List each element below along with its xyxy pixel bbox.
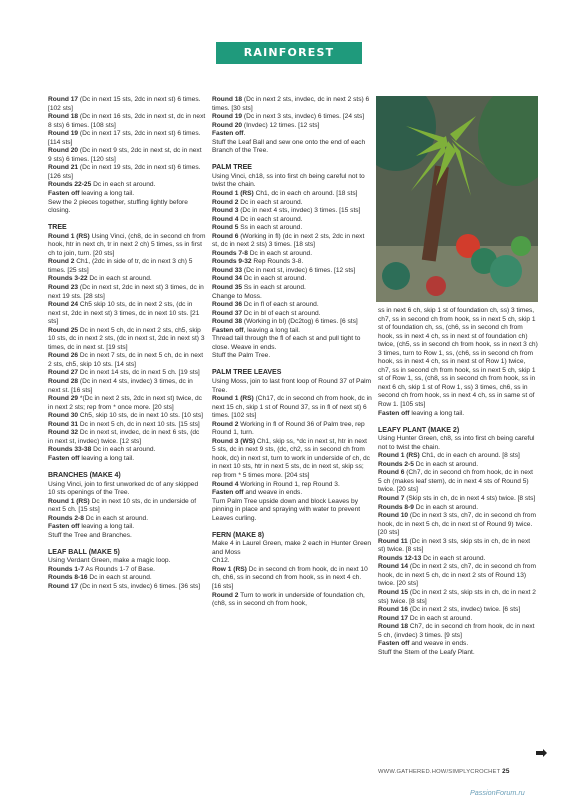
instruction-label: Rounds 12-13 (378, 554, 422, 562)
instruction-label: Round 17 (48, 96, 79, 103)
instruction-line (212, 139, 372, 156)
instruction-line (378, 555, 538, 564)
instruction-text: Using Hunter Green, ch8, ss into first ch being careful not to twist the chain. (378, 435, 535, 451)
instruction-line (212, 173, 372, 190)
instruction-label: Fasten off (378, 640, 410, 648)
instruction-text: and weave in ends. (243, 489, 303, 497)
instruction-text: Using Vinci, ch18, ss into first ch being careful not to twist the chain. (212, 172, 365, 189)
instruction-line (212, 207, 372, 216)
instruction-line (378, 606, 538, 615)
instruction-text: Working in Round 1, rep Round 3. (238, 480, 340, 488)
instruction-label: Round 3 (WS) (212, 437, 256, 445)
instruction-label: Fasten off (48, 523, 80, 531)
instruction-line (48, 369, 206, 378)
instruction-label: Round 1 (RS) (378, 452, 420, 460)
instruction-line (212, 199, 372, 208)
instruction-text: Dc in next 14 sts, dc in next 5 ch. [19 sts] (78, 369, 200, 377)
spacer (48, 216, 206, 225)
instruction-text: (Dc in next 5 sts, invdec) 6 times. [36 sts] (78, 583, 201, 591)
instruction-text: Using Verdant Green, make a magic loop. (48, 557, 171, 565)
instruction-line (212, 557, 372, 566)
instruction-line (378, 640, 538, 649)
instruction-text: Stuff the Palm Tree. (212, 352, 271, 360)
instruction-line (48, 147, 206, 164)
instruction-text: (Ch17, dc in second ch from hook, dc in next 15 ch, skip 1 st of Round 37, ss in fl of next st) 6 times. [102 sts] (212, 395, 372, 420)
instruction-text: Dc in next 5 ch, dc in next 2 sts, ch5, skip 10 sts, dc in next 2 sts, (dc in next st, 2dc in next st) 3 times, dc in next st. [19 sts] (48, 326, 205, 351)
instruction-text: Dc in each st around. (413, 460, 479, 468)
instruction-line (378, 435, 538, 452)
instruction-text: Make 4 in Laurel Green, make 2 each in Hunter Green and Moss (212, 540, 372, 556)
instruction-label: Round 11 (378, 537, 408, 545)
instruction-label: Fasten off (48, 190, 80, 198)
instruction-line (48, 164, 206, 181)
instruction-line (48, 429, 206, 446)
instruction-text: Dc in each st around. (247, 249, 313, 257)
instruction-label: Round 18 (378, 623, 409, 631)
instruction-line (48, 113, 206, 130)
footer-url: WWW.GATHERED.HOW/SIMPLYCROCHET (378, 769, 501, 775)
instruction-text: leaving a long tail. (79, 523, 135, 531)
instruction-line (212, 130, 372, 139)
instruction-line (212, 284, 372, 293)
instruction-line (48, 498, 206, 515)
instruction-line (48, 233, 206, 259)
instruction-line (48, 284, 206, 301)
instruction-text: Working in fl of Round 36 of Palm tree, rep Round 1, turn. (212, 420, 365, 437)
section-heading: TREE (48, 224, 67, 232)
instruction-line (48, 523, 206, 532)
instruction-text: (Dc in next 2 sts, invdec) twice. [6 sts] (408, 606, 521, 614)
instruction-line (212, 275, 372, 284)
instruction-line (48, 446, 206, 455)
instruction-label: Round 16 (378, 606, 409, 614)
instruction-line (378, 469, 538, 495)
instruction-text: (Ch7, dc in second ch from hook, dc in next 5 ch (makes leaf stem), dc in next 4 sts of Round 5) twice. [20 sts] (378, 469, 534, 494)
instruction-line (48, 532, 206, 541)
instruction-line (212, 310, 372, 319)
instruction-text: Dc in each st around. (87, 275, 152, 283)
instruction-line (378, 452, 538, 461)
instruction-line (48, 412, 206, 421)
instruction-line (212, 352, 372, 361)
instruction-label: Round 24 (48, 301, 79, 309)
instruction-text: Dc in each st around. (238, 198, 303, 206)
instruction-line (212, 250, 372, 259)
instruction-text: (Dc in next 2 sts, ch7, dc in second ch from hook, dc in next 5 ch, dc in next 2 sts of Round 13) twice. [20 sts] (378, 563, 536, 588)
instruction-line (378, 649, 538, 658)
instruction-text: Turn Palm Tree upside down and block Leaves by pinning in place and spraying with water to prevent Leaves curling. (212, 497, 361, 522)
section-heading: BRANCHES (MAKE 4) (48, 471, 121, 479)
instruction-line (212, 258, 372, 267)
instruction-text: Rep Rounds 3-8. (251, 258, 304, 266)
instruction-label: Round 36 (212, 301, 243, 309)
instruction-label: Round 33 (212, 266, 243, 274)
instruction-text: Ch1, dc in each ch around. [8 sts] (419, 452, 520, 460)
instruction-line (212, 301, 372, 310)
instruction-label: Round 2 (212, 591, 239, 599)
instruction-line (212, 216, 372, 225)
instruction-label: Fasten off (378, 409, 410, 417)
instruction-label: Round 20 (48, 147, 79, 155)
instruction-label: Round 21 (48, 164, 79, 172)
instruction-label: Round 6 (378, 469, 405, 477)
instruction-text: Dc in fl of each st around. (242, 301, 319, 309)
instruction-line (212, 190, 372, 199)
instruction-line (48, 378, 206, 395)
instruction-label: Round 19 (48, 130, 79, 138)
instruction-label: Round 2 (212, 198, 239, 206)
instruction-line (378, 538, 538, 555)
instruction-text: (Working in bl) (Dc2tog) 6 times. [6 sts] (242, 318, 358, 326)
instruction-label: Round 14 (378, 563, 409, 571)
instruction-line (48, 190, 206, 199)
instruction-line (48, 258, 206, 275)
instruction-line (48, 557, 206, 566)
instruction-text: (Dc in next 3 sts, skip sts in ch, dc in next st) twice. [8 sts] (378, 537, 531, 554)
instruction-line (212, 592, 372, 609)
instruction-text: Dc in each st around. (87, 574, 152, 582)
instruction-label: Round 17 (48, 583, 79, 591)
instruction-label: Round 18 (48, 113, 79, 121)
instruction-text: (Dc in next 17 sts, 2dc in next st) 6 times. [114 sts] (48, 130, 201, 146)
section-heading: LEAF BALL (MAKE 5) (48, 548, 120, 556)
instruction-line (48, 583, 206, 592)
instruction-text: Stuff the Tree and Branches. (48, 531, 132, 539)
section-heading: PALM TREE (212, 164, 252, 172)
instruction-label: Round 26 (48, 352, 79, 360)
section-heading: FERN (MAKE 8) (212, 531, 265, 539)
instruction-line (48, 96, 206, 113)
instruction-line (48, 181, 206, 190)
instruction-text: (Dc in next st, 2dc in next st) 3 times, dc in next 19 sts. [28 sts] (48, 283, 204, 300)
instruction-label: Round 4 (212, 215, 239, 223)
instruction-text: Using Moss, join to last front loop of Round 37 of Palm Tree. (212, 377, 372, 394)
instruction-text: Ch1, skip ss, *dc in next st, htr in next 5 sts, dc in next 9 sts, (dc, ch2, ss in second ch from hook, dc) in next st, turn to work in underside of ch, dc in next 10 sts, htr in next 5 sts, dc in next st, skip ss; rep from * 5 times more. [204 sts] (212, 437, 370, 479)
instruction-label: Fasten off (212, 326, 244, 334)
section-heading: PALM TREE LEAVES (212, 369, 282, 377)
instruction-line (378, 512, 538, 538)
instruction-text: (Dc in next 4 sts, invdec) 3 times. [15 sts] (238, 207, 361, 215)
instruction-label: Round 19 (212, 113, 243, 121)
instruction-text: Ss in each st around. (238, 224, 303, 232)
instruction-text: Ch12. (212, 557, 230, 565)
instruction-label: Rounds 8-9 (378, 503, 414, 511)
instruction-text: Dc in each st around. (408, 614, 473, 622)
instruction-line (212, 421, 372, 438)
instruction-line (212, 224, 372, 233)
instruction-line (378, 307, 538, 410)
instruction-label: Round 29 (48, 395, 79, 403)
instruction-text: (Dc in next 15 sts, 2dc in next st) 6 times. [102 sts] (48, 96, 201, 112)
instruction-line (212, 113, 372, 122)
instruction-line (48, 515, 206, 524)
instruction-label: Round 25 (48, 326, 79, 334)
instruction-line (378, 623, 538, 640)
end-arrow-icon (536, 751, 544, 755)
instruction-text: Thread tail through the fl of each st and pull tight to close. Weave in ends. (212, 335, 361, 351)
instruction-text: Dc in each st around. (421, 554, 486, 562)
instruction-label: Round 37 (212, 309, 243, 317)
instruction-line (48, 199, 206, 216)
section-heading: LEAFY PLANT (MAKE 2) (378, 426, 460, 434)
instruction-text: Change to Moss. (212, 292, 262, 300)
instruction-text: Ch5, skip 10 sts, dc in next 10 sts. [10 sts] (78, 412, 204, 420)
instruction-label: Round 4 (212, 480, 239, 488)
instruction-text: leaving a long tail. (79, 454, 135, 462)
instruction-line (48, 455, 206, 464)
instruction-label: Rounds 7-8 (212, 249, 248, 257)
pattern-column-1 (48, 96, 206, 592)
instruction-label: Row 1 (RS) (212, 565, 247, 573)
instruction-label: Round 2 (212, 420, 239, 428)
instruction-text: (Dc in next 4 sts, invdec) 3 times, dc in next st. [16 sts] (48, 378, 193, 394)
instruction-label: Round 20 (212, 121, 243, 129)
instruction-label: Round 1 (RS) (212, 189, 254, 197)
instruction-line (48, 352, 206, 369)
crochet-plants-photo (376, 96, 538, 302)
instruction-text: Dc in each st around. (242, 275, 307, 283)
instruction-line (212, 498, 372, 524)
instruction-line (212, 327, 372, 336)
instruction-text: (Dc in next 9 sts, 2dc in next st, dc in next 9 sts) 6 times. [120 sts] (48, 147, 202, 163)
instruction-label: Round 32 (48, 429, 79, 437)
instruction-label: Rounds 3-22 (48, 275, 88, 283)
instruction-text: ss in next 6 ch, skip 1 st of foundation ch, ss) 3 times, ch7, ss in second ch from hook, ss in next 5 ch, skip 1 st of foundation ch, ss, (ch6, ss in second ch from hook, ss in next 4 ch, ss in next st of foundation ch) twice, (ch5, ss in second ch from hook, ss in next 3 ch) 3 times, turn to Row 1, ss, (ch6, ss in second ch from hook, ss in next 4 ch, ss in next st of Row 1) twice, ch7, ss in second ch from hook, ss in next 5 ch, skip 1 st of Row 1, ss, (ch8, ss in second ch from hook, ss in next 6 ch, skip 1 st of Row 1, ss) 3 times, ch6, ss in second ch from hook, ss in next 4 ch, ss in same st of Row 1. [105 sts] (378, 307, 538, 409)
instruction-text: (Dc in next 19 sts, 2dc in next st) 6 times. [126 sts] (48, 164, 201, 180)
pattern-column-2 (212, 96, 372, 609)
instruction-label: Rounds 2-5 (378, 460, 414, 468)
instruction-text: , leaving a long tail. (243, 326, 300, 334)
instruction-line (48, 275, 206, 284)
instruction-text: Ch1, dc in each ch around. [18 sts] (253, 189, 358, 197)
instruction-line (212, 267, 372, 276)
instruction-line (212, 481, 372, 490)
instruction-line (378, 495, 538, 504)
instruction-label: Round 1 (RS) (48, 232, 90, 240)
instruction-text: Ss in each st around. (242, 283, 306, 291)
instruction-text: Dc in next st, invdec, dc in next 6 sts, (dc in next st, invdec) twice. [12 sts] (48, 429, 200, 445)
page-footer (378, 768, 510, 775)
instruction-text: Using Vinci, join to first unworked dc of any skipped 10 sts openings of the Tree. (48, 480, 199, 497)
instruction-text: Dc in each st around. (238, 215, 303, 223)
instruction-text: . (243, 130, 246, 138)
instruction-text: (Dc in next 3 sts, invdec) 6 times. [24 sts] (242, 113, 365, 121)
instruction-text: (Dc in next 16 sts, 2dc in next st, dc in next 8 sts) 6 times. [108 sts] (48, 113, 206, 129)
instruction-line (378, 589, 538, 606)
instruction-text: Ch1, (2dc in side of tr, dc in next 3 ch) 5 times. [25 sts] (48, 258, 193, 274)
instruction-line (48, 395, 206, 412)
instruction-label: Round 10 (378, 512, 409, 520)
instruction-text: (Invdec) 12 times. [12 sts] (242, 121, 320, 129)
instruction-line (212, 378, 372, 395)
instruction-label: Rounds 9-32 (212, 258, 252, 266)
instruction-text: Dc in next 10 sts, dc in underside of next 5 ch. [15 sts] (48, 497, 197, 514)
instruction-text: (Dc in next 2 sts, skip sts in ch, dc in next 2 sts) twice. [8 sts] (378, 589, 536, 605)
instruction-text: Stuff the Leaf Ball and sew one onto the end of each Branch of the Tree. (212, 138, 366, 155)
instruction-line (378, 461, 538, 470)
instruction-line (48, 301, 206, 327)
instruction-line (48, 481, 206, 498)
spacer (48, 463, 206, 472)
instruction-line (212, 438, 372, 481)
instruction-label: Round 7 (378, 494, 405, 502)
instruction-line (378, 615, 538, 624)
instruction-label: Fasten off (48, 454, 80, 462)
pattern-column-3 (378, 307, 538, 657)
instruction-label: Round 2 (48, 258, 75, 266)
instruction-line (48, 566, 206, 575)
instruction-line (48, 574, 206, 583)
instruction-text: Sew the 2 pieces together, stuffing lightly before closing. (48, 198, 188, 215)
instruction-label: Round 1 (RS) (48, 497, 90, 505)
instruction-line (212, 318, 372, 327)
instruction-text: Dc in second ch from hook, dc in next 10 ch, ch6, ss in second ch from hook, ss in next 4 ch. [16 sts] (212, 565, 368, 591)
instruction-label: Round 15 (378, 589, 409, 596)
instruction-label: Fasten off (212, 130, 244, 138)
instruction-label: Round 6 (212, 232, 239, 240)
instruction-line (378, 504, 538, 513)
instruction-text: Dc in each st around. (91, 446, 156, 454)
instruction-line (378, 410, 538, 419)
instruction-text: Dc in next 5 ch, dc in next 10 sts. [15 sts] (78, 420, 200, 428)
instruction-text: leaving a long tail. (409, 409, 465, 417)
instruction-label: Round 5 (212, 224, 239, 232)
instruction-line (378, 563, 538, 589)
instruction-label: Round 28 (48, 378, 79, 385)
instruction-text: Dc in each st around. (91, 181, 156, 189)
spacer (212, 361, 372, 370)
spacer (378, 418, 538, 427)
spacer (212, 523, 372, 532)
instruction-text: As Rounds 1-7 of Base. (83, 565, 156, 573)
instruction-text: (Skip sts in ch, dc in next 4 sts) twice. [8 sts] (404, 494, 536, 502)
instruction-text: Dc in bl of each st around. (242, 309, 321, 317)
instruction-text: Turn to work in underside of foundation ch, (ch8, ss in second ch from hook, (212, 591, 365, 608)
spacer (212, 156, 372, 165)
watermark: PassionForum.ru (470, 788, 525, 797)
instruction-line (212, 293, 372, 302)
instruction-text: (Dc in next 3 sts, ch7, dc in second ch from hook, dc in next 5 ch, dc in next st of Round 9) twice. [20 sts] (378, 512, 536, 537)
instruction-line (212, 566, 372, 592)
instruction-line (212, 489, 372, 498)
instruction-label: Round 23 (48, 283, 79, 291)
instruction-line (212, 395, 372, 421)
instruction-text: (Dc in next st, invdec) 6 times. [12 sts] (242, 266, 356, 274)
spacer (48, 540, 206, 549)
instruction-line (212, 335, 372, 352)
instruction-text: Ch5 skip 10 sts, dc in next 2 sts, (dc in next st, 2dc in next st) 3 times, dc in next 10 sts. [21 sts] (48, 301, 200, 326)
instruction-label: Round 17 (378, 614, 409, 622)
instruction-label: Round 27 (48, 369, 79, 377)
instruction-label: Round 30 (48, 412, 79, 420)
instruction-label: Round 3 (212, 207, 239, 215)
instruction-label: Round 1 (RS) (212, 395, 254, 403)
instruction-line (48, 130, 206, 147)
instruction-line (212, 540, 372, 557)
instruction-label: Fasten off (212, 489, 244, 497)
instruction-text: Ch7, dc in second ch from hook, dc in next 5 ch, (invdec) 3 times. [9 sts] (378, 623, 535, 639)
instruction-label: Round 35 (212, 283, 243, 291)
section-banner: RAINFOREST COLLECTION (216, 42, 362, 64)
instruction-line (48, 327, 206, 353)
instruction-label: Rounds 1-7 (48, 565, 84, 573)
instruction-text: (Dc in next 2 sts, invdec, dc in next 2 sts) 6 times. [30 sts] (212, 96, 370, 112)
instruction-line (212, 233, 372, 250)
instruction-line (48, 421, 206, 430)
instruction-text: leaving a long tail. (79, 190, 135, 198)
instruction-text: Dc in next 7 sts, dc in next 5 ch, dc in next 2 sts, ch5, skip 10 sts. [14 sts] (48, 352, 204, 368)
instruction-label: Rounds 22-25 (48, 181, 92, 189)
instruction-text: Stuff the Stem of the Leafy Plant. (378, 648, 475, 656)
instruction-line (212, 96, 372, 113)
instruction-label: Round 31 (48, 420, 79, 428)
instruction-label: Round 18 (212, 96, 243, 103)
instruction-label: Round 34 (212, 275, 243, 283)
instruction-label: Rounds 2-8 (48, 514, 84, 522)
instruction-label: Rounds 33-38 (48, 446, 92, 454)
instruction-line (212, 122, 372, 131)
instruction-label: Rounds 8-16 (48, 574, 88, 582)
instruction-label: Round 38 (212, 318, 243, 326)
instruction-text: (Working in fl) (dc in next 2 sts, 2dc in next st, dc in next 2 sts) 3 times. [18 sts] (212, 232, 365, 249)
page-number: 25 (502, 768, 510, 775)
instruction-text: and weave in ends. (409, 640, 469, 648)
instruction-text: *(Dc in next 2 sts, 2dc in next st) twice, dc in next 2 sts; rep from * once more. [20 sts] (48, 395, 202, 411)
instruction-text: Dc in each st around. (413, 503, 479, 511)
instruction-text: Dc in each st around. (83, 514, 149, 522)
instruction-text: Using Vinci, (ch8, dc in second ch from hook, htr in next ch, tr in next 2 ch) 5 times, ss in first ch to join, turn. [20 sts] (48, 232, 206, 257)
